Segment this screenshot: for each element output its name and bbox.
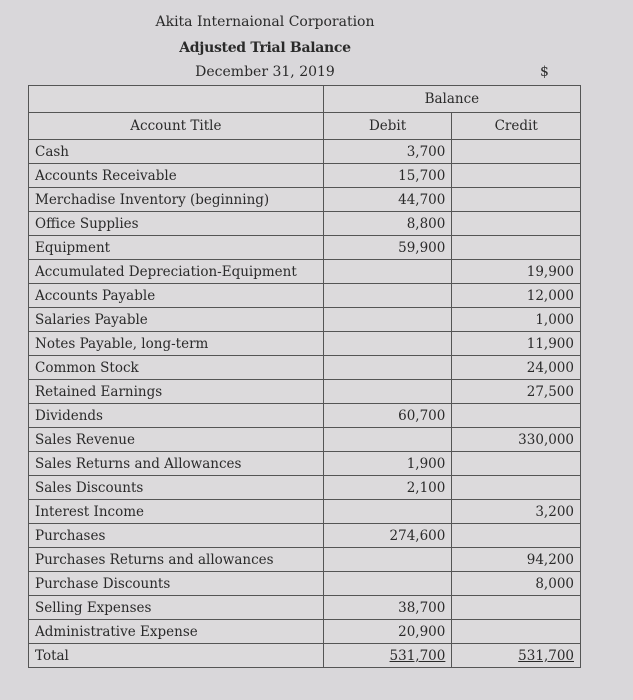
account-cell: Equipment (29, 236, 324, 260)
account-cell: Accumulated Depreciation-Equipment (29, 260, 324, 284)
debit-cell: 8,800 (323, 212, 452, 236)
table-row (29, 212, 581, 236)
table-row (29, 308, 581, 332)
table-row (29, 620, 581, 644)
debit-cell (323, 308, 452, 332)
account-cell: Notes Payable, long-term (29, 332, 324, 356)
table-row (29, 380, 581, 404)
account-cell: Purchases (29, 524, 324, 548)
debit-cell (323, 500, 452, 524)
table-row (29, 596, 581, 620)
total-label: Total (29, 644, 324, 668)
credit-cell: 12,000 (452, 284, 581, 308)
total-debit: 531,700 (389, 647, 446, 664)
credit-cell: 1,000 (452, 308, 581, 332)
account-cell: Interest Income (29, 500, 324, 524)
column-header-row (29, 113, 581, 140)
table-row (29, 476, 581, 500)
credit-cell (452, 620, 581, 644)
company-name: Akita Internaional Corporation (155, 14, 375, 30)
debit-cell (323, 428, 452, 452)
credit-cell (452, 452, 581, 476)
debit-cell: 59,900 (323, 236, 452, 260)
debit-cell (323, 548, 452, 572)
account-cell: Dividends (29, 404, 324, 428)
account-cell: Retained Earnings (29, 380, 324, 404)
credit-cell (452, 236, 581, 260)
table-row (29, 164, 581, 188)
report-title: Adjusted Trial Balance (179, 40, 351, 56)
account-cell: Purchase Discounts (29, 572, 324, 596)
debit-cell: 3,700 (323, 140, 452, 164)
table-row (29, 404, 581, 428)
credit-header: Credit (452, 113, 581, 140)
report-date: December 31, 2019 (195, 64, 335, 80)
table-row (29, 548, 581, 572)
account-cell: Selling Expenses (29, 596, 324, 620)
credit-cell: 19,900 (452, 260, 581, 284)
account-cell: Accounts Payable (29, 284, 324, 308)
account-cell: Common Stock (29, 356, 324, 380)
account-title-header: Account Title (29, 113, 324, 140)
credit-cell (452, 212, 581, 236)
debit-cell: 15,700 (323, 164, 452, 188)
debit-cell (323, 356, 452, 380)
debit-cell (323, 332, 452, 356)
credit-cell: 27,500 (452, 380, 581, 404)
credit-cell (452, 164, 581, 188)
debit-cell (323, 284, 452, 308)
table-row (29, 236, 581, 260)
table-row (29, 356, 581, 380)
debit-cell: 44,700 (323, 188, 452, 212)
account-cell: Administrative Expense (29, 620, 324, 644)
debit-cell: 274,600 (323, 524, 452, 548)
credit-cell: 8,000 (452, 572, 581, 596)
account-cell: Sales Discounts (29, 476, 324, 500)
account-cell: Merchadise Inventory (beginning) (29, 188, 324, 212)
account-cell: Sales Revenue (29, 428, 324, 452)
total-debit-cell (323, 644, 452, 668)
debit-cell: 38,700 (323, 596, 452, 620)
debit-header: Debit (323, 113, 452, 140)
account-cell: Cash (29, 140, 324, 164)
credit-cell: 24,000 (452, 356, 581, 380)
credit-cell (452, 596, 581, 620)
debit-cell (323, 260, 452, 284)
table-row (29, 572, 581, 596)
credit-cell (452, 524, 581, 548)
account-cell: Sales Returns and Allowances (29, 452, 324, 476)
blank-header-cell (29, 86, 324, 113)
credit-cell: 330,000 (452, 428, 581, 452)
account-cell: Accounts Receivable (29, 164, 324, 188)
credit-cell: 11,900 (452, 332, 581, 356)
credit-cell (452, 476, 581, 500)
table-row (29, 428, 581, 452)
debit-cell: 20,900 (323, 620, 452, 644)
debit-cell: 2,100 (323, 476, 452, 500)
table-row (29, 452, 581, 476)
credit-cell (452, 404, 581, 428)
account-cell: Purchases Returns and allowances (29, 548, 324, 572)
table-row (29, 188, 581, 212)
total-credit-cell (452, 644, 581, 668)
table-row (29, 500, 581, 524)
total-credit: 531,700 (518, 647, 574, 664)
table-row (29, 284, 581, 308)
currency-symbol: $ (540, 64, 549, 80)
trial-balance-table (28, 85, 581, 668)
total-row (29, 644, 581, 668)
balance-header: Balance (323, 86, 580, 113)
account-cell: Salaries Payable (29, 308, 324, 332)
account-cell: Office Supplies (29, 212, 324, 236)
table-row (29, 260, 581, 284)
table-row (29, 140, 581, 164)
credit-cell (452, 188, 581, 212)
table-row (29, 332, 581, 356)
debit-cell (323, 380, 452, 404)
credit-cell: 3,200 (452, 500, 581, 524)
credit-cell: 94,200 (452, 548, 581, 572)
debit-cell (323, 572, 452, 596)
group-header-row (29, 86, 581, 113)
credit-cell (452, 140, 581, 164)
table-row (29, 524, 581, 548)
debit-cell: 1,900 (323, 452, 452, 476)
debit-cell: 60,700 (323, 404, 452, 428)
